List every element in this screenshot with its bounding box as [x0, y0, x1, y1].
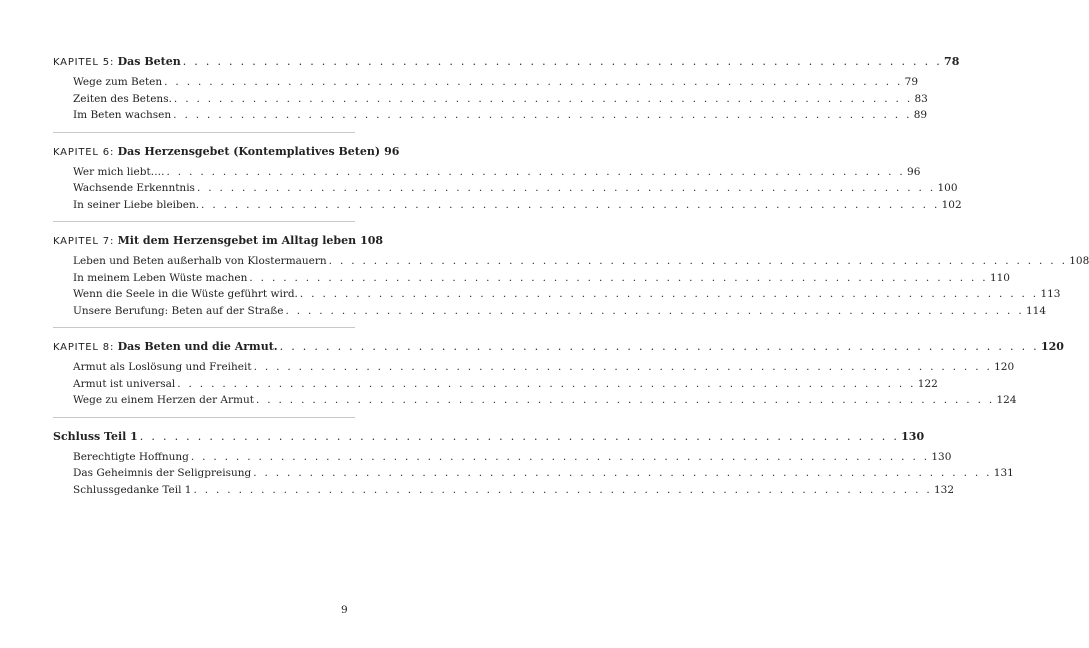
toc-entry[interactable] [53, 91, 928, 108]
entry-title: Wenn die Seele in die Wüste geführt wird. [73, 288, 298, 300]
chapter-heading-text [53, 52, 181, 72]
entry-page: 131 [993, 467, 1014, 479]
dot-leader [280, 337, 1039, 356]
toc-entry[interactable] [53, 359, 1015, 376]
entry-page: 100 [937, 182, 958, 194]
entry-title: Armut als Loslösung und Freiheit [73, 361, 252, 373]
chapter-heading[interactable] [53, 427, 925, 446]
dot-leader [329, 253, 1068, 270]
entry-title: Armut ist universal [73, 377, 176, 390]
chapter-heading-text [53, 427, 138, 446]
chapter-heading[interactable] [53, 52, 960, 71]
toc-entry[interactable] [53, 164, 921, 181]
entry-title: Wer mich liebt…. [73, 165, 165, 178]
dot-leader [167, 164, 906, 181]
entry-title: Berechtigte Hoffnung [73, 450, 189, 463]
toc-entry[interactable] [53, 270, 1010, 287]
toc-conclusion [53, 427, 1014, 507]
entry-page: 102 [941, 198, 962, 211]
entry-page: 114 [1025, 304, 1047, 317]
toc-entry[interactable] [53, 74, 919, 91]
chapter-title: Das Beten [117, 55, 181, 68]
chapter-heading-text [53, 337, 278, 357]
toc-entry[interactable] [53, 197, 962, 214]
chapter-page: 120 [1040, 340, 1064, 353]
chapter-heading[interactable] [53, 231, 384, 250]
page-number: 9 [341, 604, 348, 616]
toc-entry[interactable] [53, 107, 928, 124]
dot-leader [254, 359, 993, 376]
chapter-page: 130 [901, 429, 925, 443]
chapter-label: KAPITEL 7: [53, 236, 115, 247]
toc-chapter-8 [53, 337, 1064, 418]
entry-title: Das Geheimnis der Seligpreisung [73, 467, 252, 479]
toc-entry[interactable] [53, 449, 952, 466]
entry-title: Im Beten wachsen [73, 109, 172, 121]
dot-leader [300, 286, 1039, 303]
dot-leader [191, 449, 930, 466]
entry-page: 83 [914, 92, 928, 105]
toc-chapter-6 [53, 142, 962, 223]
dot-leader [249, 270, 988, 287]
chapter-title: Schluss Teil 1 [53, 429, 138, 443]
entry-title: Zeiten des Betens. [73, 92, 172, 105]
dot-leader [183, 52, 942, 71]
entry-page: 130 [931, 450, 952, 463]
chapter-page: 96 [384, 144, 400, 158]
toc-entry[interactable] [53, 482, 955, 499]
dot-leader [140, 427, 899, 446]
dot-leader [193, 482, 932, 499]
toc-entry[interactable] [53, 253, 1089, 270]
toc-entry[interactable] [53, 286, 1061, 303]
chapter-label: KAPITEL 8: [53, 342, 115, 353]
entry-page: 132 [934, 483, 955, 496]
entry-page: 113 [1040, 288, 1061, 300]
chapter-title: Das Herzensgebet (Kontemplatives Beten) [117, 144, 381, 158]
dot-leader [177, 376, 916, 393]
entry-title: In seiner Liebe bleiben. [73, 198, 200, 211]
toc-chapter-7 [53, 231, 1089, 328]
toc-entry[interactable] [53, 303, 1047, 320]
chapter-page: 108 [360, 234, 384, 247]
entry-page: 120 [994, 361, 1015, 373]
toc-entry[interactable] [53, 392, 1017, 409]
dot-leader [256, 392, 995, 409]
chapter-heading-text [53, 231, 356, 251]
dot-leader [164, 74, 903, 91]
entry-page: 96 [907, 165, 921, 178]
entry-page: 124 [996, 394, 1017, 406]
dot-leader [253, 465, 992, 482]
toc-entry[interactable] [53, 180, 958, 197]
entry-title: Leben und Beten außerhalb von Klostermauern [73, 255, 327, 267]
chapter-page: 78 [944, 55, 960, 68]
entry-page: 110 [989, 271, 1010, 284]
entry-title: In meinem Leben Wüste machen [73, 271, 248, 284]
entry-title: Wege zu einem Herzen der Armut [73, 394, 254, 406]
toc-entry[interactable] [53, 465, 1014, 482]
chapter-label: KAPITEL 5: [53, 57, 115, 68]
entry-page: 122 [917, 377, 938, 390]
entry-page: 79 [904, 76, 919, 88]
entry-title: Schlussgedanke Teil 1 [73, 483, 192, 496]
toc-chapter-5 [53, 52, 960, 133]
dot-leader [174, 91, 913, 108]
entry-title: Wege zum Beten [73, 76, 163, 88]
dot-leader [197, 180, 936, 197]
chapter-title: Mit dem Herzensgebet im Alltag leben [117, 234, 357, 247]
dot-leader [285, 303, 1024, 320]
chapter-heading[interactable] [53, 142, 400, 161]
entry-title: Unsere Berufung: Beten auf der Straße [73, 304, 284, 317]
entry-title: Wachsende Erkenntnis [73, 182, 195, 194]
chapter-label: KAPITEL 6: [53, 146, 115, 158]
chapter-heading[interactable] [53, 337, 1064, 356]
dot-leader [201, 197, 940, 214]
table-of-contents [53, 52, 1089, 515]
toc-entry[interactable] [53, 376, 938, 393]
chapter-title: Das Beten und die Armut. [117, 340, 278, 353]
dot-leader [173, 107, 912, 124]
chapter-heading-text [53, 142, 380, 162]
entry-page: 108 [1069, 255, 1089, 267]
entry-page: 89 [913, 109, 928, 121]
